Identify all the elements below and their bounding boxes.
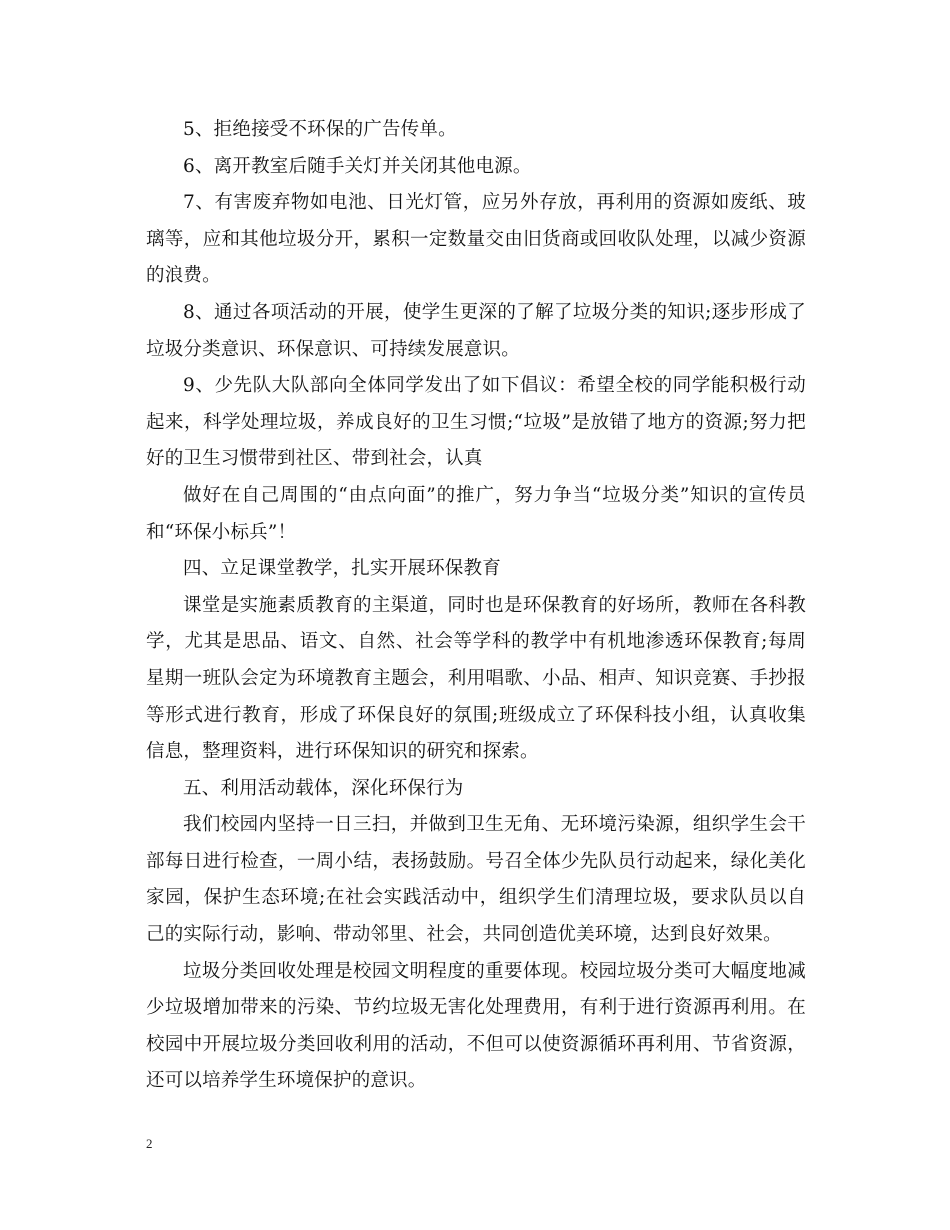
section-heading-5: 五、利用活动载体，深化环保行为	[183, 777, 464, 799]
paragraph-item-8: 8、通过各项活动的开展，使学生更深的了解了垃圾分类的知识;逐步形成了垃圾分类意识、环保意识、可持续发展意识。	[146, 301, 806, 360]
document-body	[146, 112, 806, 1100]
page-number: 2	[146, 1136, 153, 1151]
paragraph-campus-activities: 我们校园内坚持一日三扫，并做到卫生无角、无环境污染源，组织学生会干部每日进行检查，一周小结，表扬鼓励。号召全体少先队员行动起来，绿化美化家园，保护生态环境;在社会实践活动中，组织学生们清理垃圾，要求队员以自己的实际行动，影响、带动邻里、社会，共同创造优美环境，达到良好效果。	[146, 814, 806, 946]
paragraph-conclusion: 垃圾分类回收处理是校园文明程度的重要体现。校园垃圾分类可大幅度地减少垃圾增加带来的污染、节约垃圾无害化处理费用，有利于进行资源再利用。在校园中开展垃圾分类回收利用的活动，不但可以使资源循环再利用、节省资源，还可以培养学生环境保护的意识。	[146, 960, 806, 1092]
paragraph-continuation: 做好在自己周围的“由点向面”的推广，努力争当“垃圾分类”知识的宣传员和“环保小标兵”！	[146, 484, 806, 543]
paragraph-classroom-teaching: 课堂是实施素质教育的主渠道，同时也是环保教育的好场所，教师在各科教学，尤其是思品、语文、自然、社会等学科的教学中有机地渗透环保教育;每周星期一班队会定为环境教育主题会，利用唱歌、小品、相声、知识竞赛、手抄报等形式进行教育，形成了环保良好的氛围;班级成立了环保科技小组，认真收集信息，整理资料，进行环保知识的研究和探索。	[146, 594, 806, 763]
paragraph-item-6: 6、离开教室后随手关灯并关闭其他电源。	[183, 155, 532, 177]
section-heading-4: 四、立足课堂教学，扎实开展环保教育	[183, 558, 501, 580]
paragraph-item-9: 9、少先队大队部向全体同学发出了如下倡议：希望全校的同学能积极行动起来，科学处理垃圾，养成良好的卫生习惯;“垃圾”是放错了地方的资源;努力把好的卫生习惯带到社区、带到社会，认真	[146, 375, 806, 470]
paragraph-item-7: 7、有害废弃物如电池、日光灯管，应另外存放，再利用的资源如废纸、玻璃等，应和其他垃圾分开，累积一定数量交由旧货商或回收队处理，以减少资源的浪费。	[146, 192, 806, 287]
paragraph-item-5: 5、拒绝接受不环保的广告传单。	[183, 119, 457, 140]
